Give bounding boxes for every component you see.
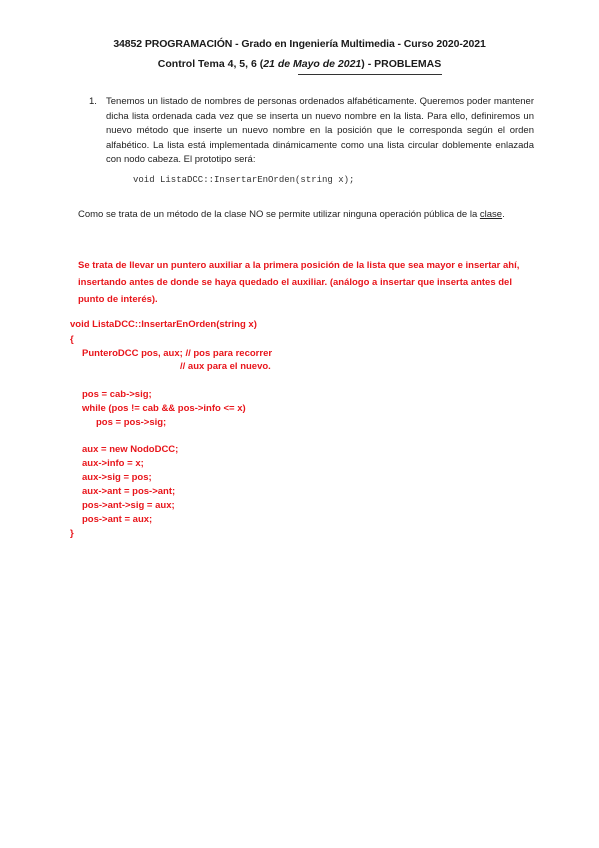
code-line: aux->ant = pos->ant;: [82, 486, 176, 497]
code-line: while (pos != cab && pos->info <= x): [82, 403, 246, 414]
title-underline: [298, 74, 442, 75]
code-line: void ListaDCC::InsertarEnOrden(string x): [70, 319, 257, 330]
code-line: aux = new NodoDCC;: [82, 444, 179, 455]
code-line: pos = cab->sig;: [82, 389, 152, 400]
question-number: 1.: [89, 96, 97, 107]
exam-date: 21 de Mayo de 2021: [263, 58, 362, 70]
question-text: Tenemos un listado de nombres de personas ordenados alfabéticamente. Queremos poder mantener dicha lista ordenada cada vez que se inserta un nuevo nombre en la lista. Para ello, definiremos un nuevo método que inserte un nuevo nombre en la posición que le corresponda según el orden alfabético. La lista está implementada dinámicamente como una lista circular doblemente enlazada con nodo cabeza. El prototipo será:: [106, 96, 534, 165]
answer-explanation: Se trata de llevar un puntero auxiliar a la primera posición de la lista que sea mayor e insertar ahí, insertando antes de donde se haya quedado el auxiliar. (análogo a insertar que inserta antes del punto de interés).: [78, 260, 520, 305]
restriction-note: [78, 207, 528, 222]
code-line: aux->sig = pos;: [82, 472, 152, 483]
code-line: aux->info = x;: [82, 458, 144, 469]
restriction-note-text: Como se trata de un método de la clase NO se permite utilizar ninguna operación pública de la: [78, 209, 480, 220]
exam-title-suffix: ) - PROBLEMAS: [361, 58, 442, 70]
code-line: pos = pos->sig;: [96, 417, 167, 428]
code-line: PunteroDCC pos, aux; // pos para recorrer: [82, 348, 273, 359]
restriction-note-end: .: [502, 209, 505, 220]
code-line: pos->ant->sig = aux;: [82, 500, 175, 511]
exam-title: [0, 58, 599, 70]
code-line: {: [70, 334, 74, 345]
code-line: pos->ant = aux;: [82, 514, 153, 525]
course-title: 34852 PROGRAMACIÓN - Grado en Ingeniería Multimedia - Curso 2020-2021: [113, 38, 486, 50]
restriction-note-underlined: clase: [479, 209, 503, 220]
code-line: }: [70, 528, 74, 539]
method-prototype: void ListaDCC::InsertarEnOrden(string x);: [133, 175, 355, 185]
exam-title-prefix: Control Tema 4, 5, 6 (: [157, 58, 264, 70]
code-line: // aux para el nuevo.: [180, 361, 271, 372]
